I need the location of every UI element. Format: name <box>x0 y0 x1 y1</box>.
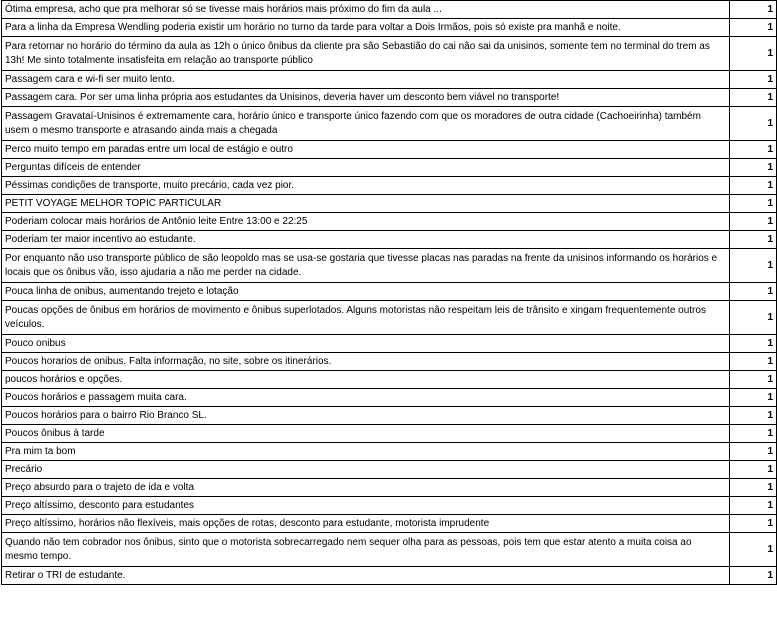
table-row <box>2 371 777 389</box>
table-row <box>2 195 777 213</box>
table-row <box>2 159 777 177</box>
count-cell[interactable]: 1 <box>730 389 777 407</box>
table-row <box>2 533 777 567</box>
comment-cell[interactable]: Poucos horários para o bairro Rio Branco SL. <box>2 407 730 425</box>
comment-cell[interactable]: Péssimas condições de transporte, muito precário, cada vez pior. <box>2 177 730 195</box>
comment-cell[interactable]: Poderiam ter maior incentivo ao estudante. <box>2 231 730 249</box>
count-cell[interactable]: 1 <box>730 89 777 107</box>
table-row <box>2 479 777 497</box>
comment-cell[interactable]: Perguntas difíceis de entender <box>2 159 730 177</box>
comment-cell[interactable]: Para retornar no horário do término da aula as 12h o único ônibus da cliente pra são Sebastião do cai não sai da unisinos, somente tem no terminal do trem as 13h! Me sinto totalmente insatisfeita em relação ao transporte público <box>2 37 730 71</box>
count-cell[interactable]: 1 <box>730 177 777 195</box>
count-cell[interactable]: 1 <box>730 497 777 515</box>
count-cell[interactable]: 1 <box>730 371 777 389</box>
comment-cell[interactable]: Poucos horarios de onibus. Falta informação, no site, sobre os itinerários. <box>2 353 730 371</box>
table-row <box>2 141 777 159</box>
comments-table <box>1 0 777 585</box>
count-cell[interactable]: 1 <box>730 231 777 249</box>
comments-table-body <box>2 1 777 585</box>
count-cell[interactable]: 1 <box>730 533 777 567</box>
table-row <box>2 1 777 19</box>
table-row <box>2 19 777 37</box>
table-row <box>2 335 777 353</box>
table-row <box>2 71 777 89</box>
comment-cell[interactable]: Preço absurdo para o trajeto de ida e volta <box>2 479 730 497</box>
count-cell[interactable]: 1 <box>730 159 777 177</box>
comment-cell[interactable]: Quando não tem cobrador nos ônibus, sinto que o motorista sobrecarregado nem sequer olha para as pessoas, pois tem que estar atento a muita coisa ao mesmo tempo. <box>2 533 730 567</box>
comment-cell[interactable]: Perco muito tempo em paradas entre um local de estágio e outro <box>2 141 730 159</box>
comment-cell[interactable]: PETIT VOYAGE MELHOR TOPIC PARTICULAR <box>2 195 730 213</box>
count-cell[interactable]: 1 <box>730 353 777 371</box>
count-cell[interactable]: 1 <box>730 567 777 585</box>
comment-cell[interactable]: Preço altíssimo, horários não flexíveis, mais opções de rotas, desconto para estudante, motorista imprudente <box>2 515 730 533</box>
comment-cell[interactable]: Preço altíssimo, desconto para estudantes <box>2 497 730 515</box>
comment-cell[interactable]: Retirar o TRI de estudante. <box>2 567 730 585</box>
count-cell[interactable]: 1 <box>730 407 777 425</box>
comment-cell[interactable]: Poucos ônibus à tarde <box>2 425 730 443</box>
table-row <box>2 249 777 283</box>
count-cell[interactable]: 1 <box>730 301 777 335</box>
count-cell[interactable]: 1 <box>730 335 777 353</box>
table-row <box>2 497 777 515</box>
table-row <box>2 353 777 371</box>
comment-cell[interactable]: Por enquanto não uso transporte público de são leopoldo mas se usa-se gostaria que tivesse placas nas paradas na frente da unisinos informando os horários e locais que os ônibus vão, isso ajudaria a não me perder na cidade. <box>2 249 730 283</box>
count-cell[interactable]: 1 <box>730 479 777 497</box>
table-row <box>2 37 777 71</box>
table-row <box>2 425 777 443</box>
count-cell[interactable]: 1 <box>730 283 777 301</box>
count-cell[interactable]: 1 <box>730 107 777 141</box>
table-row <box>2 389 777 407</box>
comment-cell[interactable]: Passagem cara e wi-fi ser muito lento. <box>2 71 730 89</box>
count-cell[interactable]: 1 <box>730 249 777 283</box>
table-row <box>2 213 777 231</box>
comment-cell[interactable]: Passagem Gravataí-Unisinos é extremamente cara, horário único e transporte único fazendo com que os moradores de outra cidade (Cachoeirinha) também usem o mesmo transporte e atrasando ainda mais a chegada <box>2 107 730 141</box>
count-cell[interactable]: 1 <box>730 1 777 19</box>
count-cell[interactable]: 1 <box>730 213 777 231</box>
comment-cell[interactable]: Pouco onibus <box>2 335 730 353</box>
count-cell[interactable]: 1 <box>730 195 777 213</box>
count-cell[interactable]: 1 <box>730 461 777 479</box>
comment-cell[interactable]: Pouca linha de onibus, aumentando trejeto e lotação <box>2 283 730 301</box>
count-cell[interactable]: 1 <box>730 71 777 89</box>
comment-cell[interactable]: Para a linha da Empresa Wendling poderia existir um horário no turno da tarde para voltar a Dois Irmãos, pois só existe pra manhã e noite. <box>2 19 730 37</box>
table-row <box>2 515 777 533</box>
table-row <box>2 231 777 249</box>
count-cell[interactable]: 1 <box>730 37 777 71</box>
comment-cell[interactable]: poucos horários e opções. <box>2 371 730 389</box>
count-cell[interactable]: 1 <box>730 515 777 533</box>
table-row <box>2 107 777 141</box>
count-cell[interactable]: 1 <box>730 141 777 159</box>
comment-cell[interactable]: Poderiam colocar mais horários de Antônio leite Entre 13:00 e 22:25 <box>2 213 730 231</box>
comment-cell[interactable]: Precário <box>2 461 730 479</box>
comment-cell[interactable]: Ótima empresa, acho que pra melhorar só se tivesse mais horários mais próximo do fim da aula ... <box>2 1 730 19</box>
count-cell[interactable]: 1 <box>730 443 777 461</box>
table-row <box>2 407 777 425</box>
count-cell[interactable]: 1 <box>730 425 777 443</box>
table-row <box>2 461 777 479</box>
comment-cell[interactable]: Passagem cara. Por ser uma linha própria aos estudantes da Unisinos, deveria haver um desconto bem viável no transporte! <box>2 89 730 107</box>
count-cell[interactable]: 1 <box>730 19 777 37</box>
table-row <box>2 301 777 335</box>
comment-cell[interactable]: Poucas opções de ônibus em horários de movimento e ônibus superlotados. Alguns motoristas não respeitam leis de trânsito e xingam frequentemente outros veículos. <box>2 301 730 335</box>
comment-cell[interactable]: Poucos horários e passagem muita cara. <box>2 389 730 407</box>
table-row <box>2 567 777 585</box>
table-row <box>2 89 777 107</box>
table-row <box>2 443 777 461</box>
comment-cell[interactable]: Pra mim ta bom <box>2 443 730 461</box>
table-row <box>2 177 777 195</box>
table-row <box>2 283 777 301</box>
